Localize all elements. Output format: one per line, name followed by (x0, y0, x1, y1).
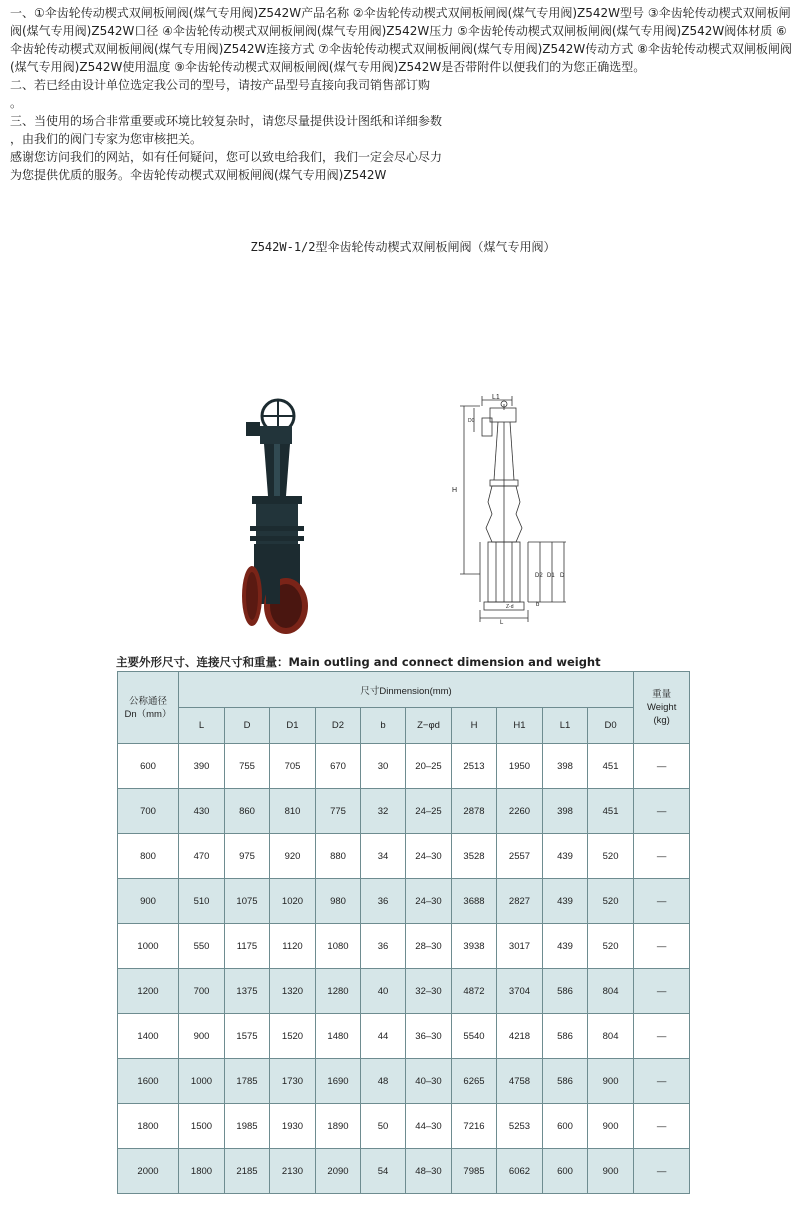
table-cell: — (634, 1149, 690, 1194)
table-cell: 804 (588, 969, 634, 1014)
table-cell: 980 (316, 879, 361, 924)
table-row (118, 879, 690, 924)
table-cell: 755 (225, 744, 270, 789)
table-cell: 5540 (452, 1014, 497, 1059)
table-cell: 439 (543, 834, 588, 879)
table-row (118, 969, 690, 1014)
drawing-label-d2: D2 (535, 573, 543, 579)
intro-text (10, 4, 796, 184)
header-dn (118, 672, 179, 744)
table-cell: 34 (361, 834, 406, 879)
table-row (118, 1104, 690, 1149)
table-cell: 398 (543, 744, 588, 789)
intro-paragraph-4: 三、当使用的场合非常重要或环境比较复杂时，请您尽量提供设计图纸和详细参数 (10, 114, 443, 128)
table-body (118, 744, 690, 1194)
table-cell: 900 (118, 879, 179, 924)
table-cell: 2130 (270, 1149, 316, 1194)
header-weight-en: Weight (646, 702, 677, 713)
table-cell: 2185 (225, 1149, 270, 1194)
table-cell: 2513 (452, 744, 497, 789)
table-cell: 1400 (118, 1014, 179, 1059)
table-cell: 470 (179, 834, 225, 879)
table-cell: 520 (588, 879, 634, 924)
column-header: H (452, 708, 497, 744)
header-weight-cn: 重量 (652, 689, 672, 700)
table-cell: 1500 (179, 1104, 225, 1149)
table-cell: — (634, 924, 690, 969)
table-cell: 900 (588, 1149, 634, 1194)
table-cell: 586 (543, 969, 588, 1014)
table-cell: 28–30 (406, 924, 452, 969)
table-cell: 40–30 (406, 1059, 452, 1104)
table-cell: 860 (225, 789, 270, 834)
table-row (118, 834, 690, 879)
table-cell: 32 (361, 789, 406, 834)
table-cell: 439 (543, 879, 588, 924)
drawing-label-zd: Z-d (506, 604, 514, 610)
table-cell: 1600 (118, 1059, 179, 1104)
table-cell: 24–30 (406, 879, 452, 924)
product-title: Z542W-1/2型伞齿轮传动楔式双闸板闸阀（煤气专用阀） (250, 240, 556, 254)
drawing-label-d1: D1 (547, 573, 555, 579)
table-cell: 7216 (452, 1104, 497, 1149)
table-cell: 48–30 (406, 1149, 452, 1194)
table-cell: 3017 (497, 924, 543, 969)
table-cell: 1800 (118, 1104, 179, 1149)
valve-dimension-drawing (440, 392, 590, 624)
header-dimension: 尺寸Dinmension(mm) (179, 672, 634, 708)
column-header: D2 (316, 708, 361, 744)
table-cell: 390 (179, 744, 225, 789)
header-weight (634, 672, 690, 744)
table-cell: 40 (361, 969, 406, 1014)
table-cell: 6062 (497, 1149, 543, 1194)
table-cell: 920 (270, 834, 316, 879)
table-cell: 900 (588, 1104, 634, 1149)
table-cell: 1075 (225, 879, 270, 924)
table-cell: 5253 (497, 1104, 543, 1149)
table-cell: — (634, 834, 690, 879)
table-cell: 24–25 (406, 789, 452, 834)
table-cell: 30 (361, 744, 406, 789)
table-row (118, 1149, 690, 1194)
table-row (118, 789, 690, 834)
table-cell: 24–30 (406, 834, 452, 879)
table-cell: 2557 (497, 834, 543, 879)
table-row (118, 1014, 690, 1059)
table-cell: 600 (543, 1149, 588, 1194)
table-cell: 1890 (316, 1104, 361, 1149)
table-cell: 36 (361, 879, 406, 924)
table-cell: — (634, 969, 690, 1014)
table-cell: 4218 (497, 1014, 543, 1059)
table-cell: 2827 (497, 879, 543, 924)
table-cell: 550 (179, 924, 225, 969)
table-cell: 430 (179, 789, 225, 834)
header-weight-unit: (kg) (653, 715, 670, 726)
intro-paragraph-3: 。 (10, 96, 23, 110)
table-cell: 1000 (118, 924, 179, 969)
table-cell: 1950 (497, 744, 543, 789)
drawing-label-l1: L1 (492, 394, 500, 401)
table-cell: 2260 (497, 789, 543, 834)
table-cell: 1575 (225, 1014, 270, 1059)
table-cell: 1200 (118, 969, 179, 1014)
drawing-label-b: b (536, 602, 540, 608)
table-cell: 775 (316, 789, 361, 834)
table-cell: — (634, 1014, 690, 1059)
table-cell: 20–25 (406, 744, 452, 789)
table-cell: 439 (543, 924, 588, 969)
table-cell: 1480 (316, 1014, 361, 1059)
table-cell: 36 (361, 924, 406, 969)
intro-paragraph-2: 二、若已经由设计单位选定我公司的型号，请按产品型号直接向我司销售部订购 (10, 78, 431, 92)
intro-paragraph-1: 一、①伞齿轮传动楔式双闸板闸阀(煤气专用阀)Z542W产品名称 ②伞齿轮传动楔式双闸板闸阀(煤气专用阀)Z542W型号 ③伞齿轮传动楔式双闸板闸阀(煤气专用阀)Z542W口径 ④伞齿轮传动楔式双闸板闸阀(煤气专用阀)Z542W压力 ⑤伞齿轮传动楔式双闸板闸阀(煤气专用阀)Z542W阀体材质 ⑥伞齿轮传动楔式双闸板闸阀(煤气专用阀)Z542W连接方式 ⑦伞齿轮传动楔式双闸板闸阀(煤气专用阀)Z542W传动方式 ⑧伞齿轮传动楔式双闸板闸阀(煤气专用阀)Z542W使用温度 ⑨伞齿轮传动楔式双闸板闸阀(煤气专用阀)Z542W是否带附件以便我们的为您正确选型。 (10, 6, 792, 74)
table-cell: 1320 (270, 969, 316, 1014)
table-row (118, 744, 690, 789)
table-cell: 900 (179, 1014, 225, 1059)
table-cell: 804 (588, 1014, 634, 1059)
column-header: b (361, 708, 406, 744)
drawing-label-h: H (452, 487, 458, 494)
column-header: L (179, 708, 225, 744)
table-cell: — (634, 1059, 690, 1104)
table-cell: — (634, 879, 690, 924)
table-cell: 1175 (225, 924, 270, 969)
table-cell: 3688 (452, 879, 497, 924)
table-cell: 1020 (270, 879, 316, 924)
table-cell: 1985 (225, 1104, 270, 1149)
table-row (118, 924, 690, 969)
table-cell: 1730 (270, 1059, 316, 1104)
table-cell: 670 (316, 744, 361, 789)
intro-paragraph-7: 为您提供优质的服务。伞齿轮传动楔式双闸板闸阀(煤气专用阀)Z542W (10, 168, 387, 182)
table-cell: 800 (118, 834, 179, 879)
table-cell: 2878 (452, 789, 497, 834)
table-cell: 1520 (270, 1014, 316, 1059)
table-cell: 1280 (316, 969, 361, 1014)
column-header: L1 (543, 708, 588, 744)
dimension-table (117, 671, 690, 1194)
table-cell: 48 (361, 1059, 406, 1104)
column-header: D1 (270, 708, 316, 744)
table-cell: 586 (543, 1059, 588, 1104)
table-cell: 6265 (452, 1059, 497, 1104)
table-cell: 3528 (452, 834, 497, 879)
header-dn-cn: 公称通径 (128, 695, 167, 707)
column-header: Z−φd (406, 708, 452, 744)
table-cell: 1375 (225, 969, 270, 1014)
table-cell: 50 (361, 1104, 406, 1149)
table-cell: — (634, 789, 690, 834)
table-cell: 880 (316, 834, 361, 879)
table-cell: 44 (361, 1014, 406, 1059)
table-cell: 520 (588, 924, 634, 969)
table-cell: 1080 (316, 924, 361, 969)
column-header: H1 (497, 708, 543, 744)
header-dn-en: Dn（mm） (124, 708, 172, 720)
drawing-label-d: D (560, 573, 565, 579)
table-cell: 4758 (497, 1059, 543, 1104)
table-cell: 3704 (497, 969, 543, 1014)
table-cell: 54 (361, 1149, 406, 1194)
intro-paragraph-6: 感谢您访问我们的网站，如有任何疑问，您可以致电给我们，我们一定会尽心尽力 (10, 150, 443, 164)
drawing-label-l: L (500, 620, 504, 624)
table-cell: 586 (543, 1014, 588, 1059)
table-cell: 700 (118, 789, 179, 834)
column-header: D (225, 708, 270, 744)
table-cell: 44–30 (406, 1104, 452, 1149)
table-cell: 2000 (118, 1149, 179, 1194)
table-cell: 36–30 (406, 1014, 452, 1059)
valve-photo (230, 396, 320, 636)
table-cell: 1800 (179, 1149, 225, 1194)
table-cell: 1000 (179, 1059, 225, 1104)
table-caption: 主要外形尺寸、连接尺寸和重量：Main outling and connect dimension and weight (116, 655, 601, 669)
table-cell: 451 (588, 789, 634, 834)
table-cell: 4872 (452, 969, 497, 1014)
table-cell: 2090 (316, 1149, 361, 1194)
table-cell: 1930 (270, 1104, 316, 1149)
table-cell: 1785 (225, 1059, 270, 1104)
table-cell: 700 (179, 969, 225, 1014)
table-cell: 1120 (270, 924, 316, 969)
table-cell: 32–30 (406, 969, 452, 1014)
drawing-label-d0: D0 (468, 418, 475, 424)
table-cell: — (634, 1104, 690, 1149)
table-row (118, 1059, 690, 1104)
table-cell: 600 (543, 1104, 588, 1149)
table-cell: — (634, 744, 690, 789)
table-cell: 398 (543, 789, 588, 834)
table-cell: 810 (270, 789, 316, 834)
table-cell: 510 (179, 879, 225, 924)
intro-paragraph-5: ，由我们的阀门专家为您审核把关。 (10, 132, 203, 146)
table-cell: 975 (225, 834, 270, 879)
column-header: D0 (588, 708, 634, 744)
table-cell: 520 (588, 834, 634, 879)
table-cell: 600 (118, 744, 179, 789)
table-cell: 7985 (452, 1149, 497, 1194)
table-cell: 900 (588, 1059, 634, 1104)
table-cell: 3938 (452, 924, 497, 969)
table-cell: 705 (270, 744, 316, 789)
table-cell: 451 (588, 744, 634, 789)
table-cell: 1690 (316, 1059, 361, 1104)
